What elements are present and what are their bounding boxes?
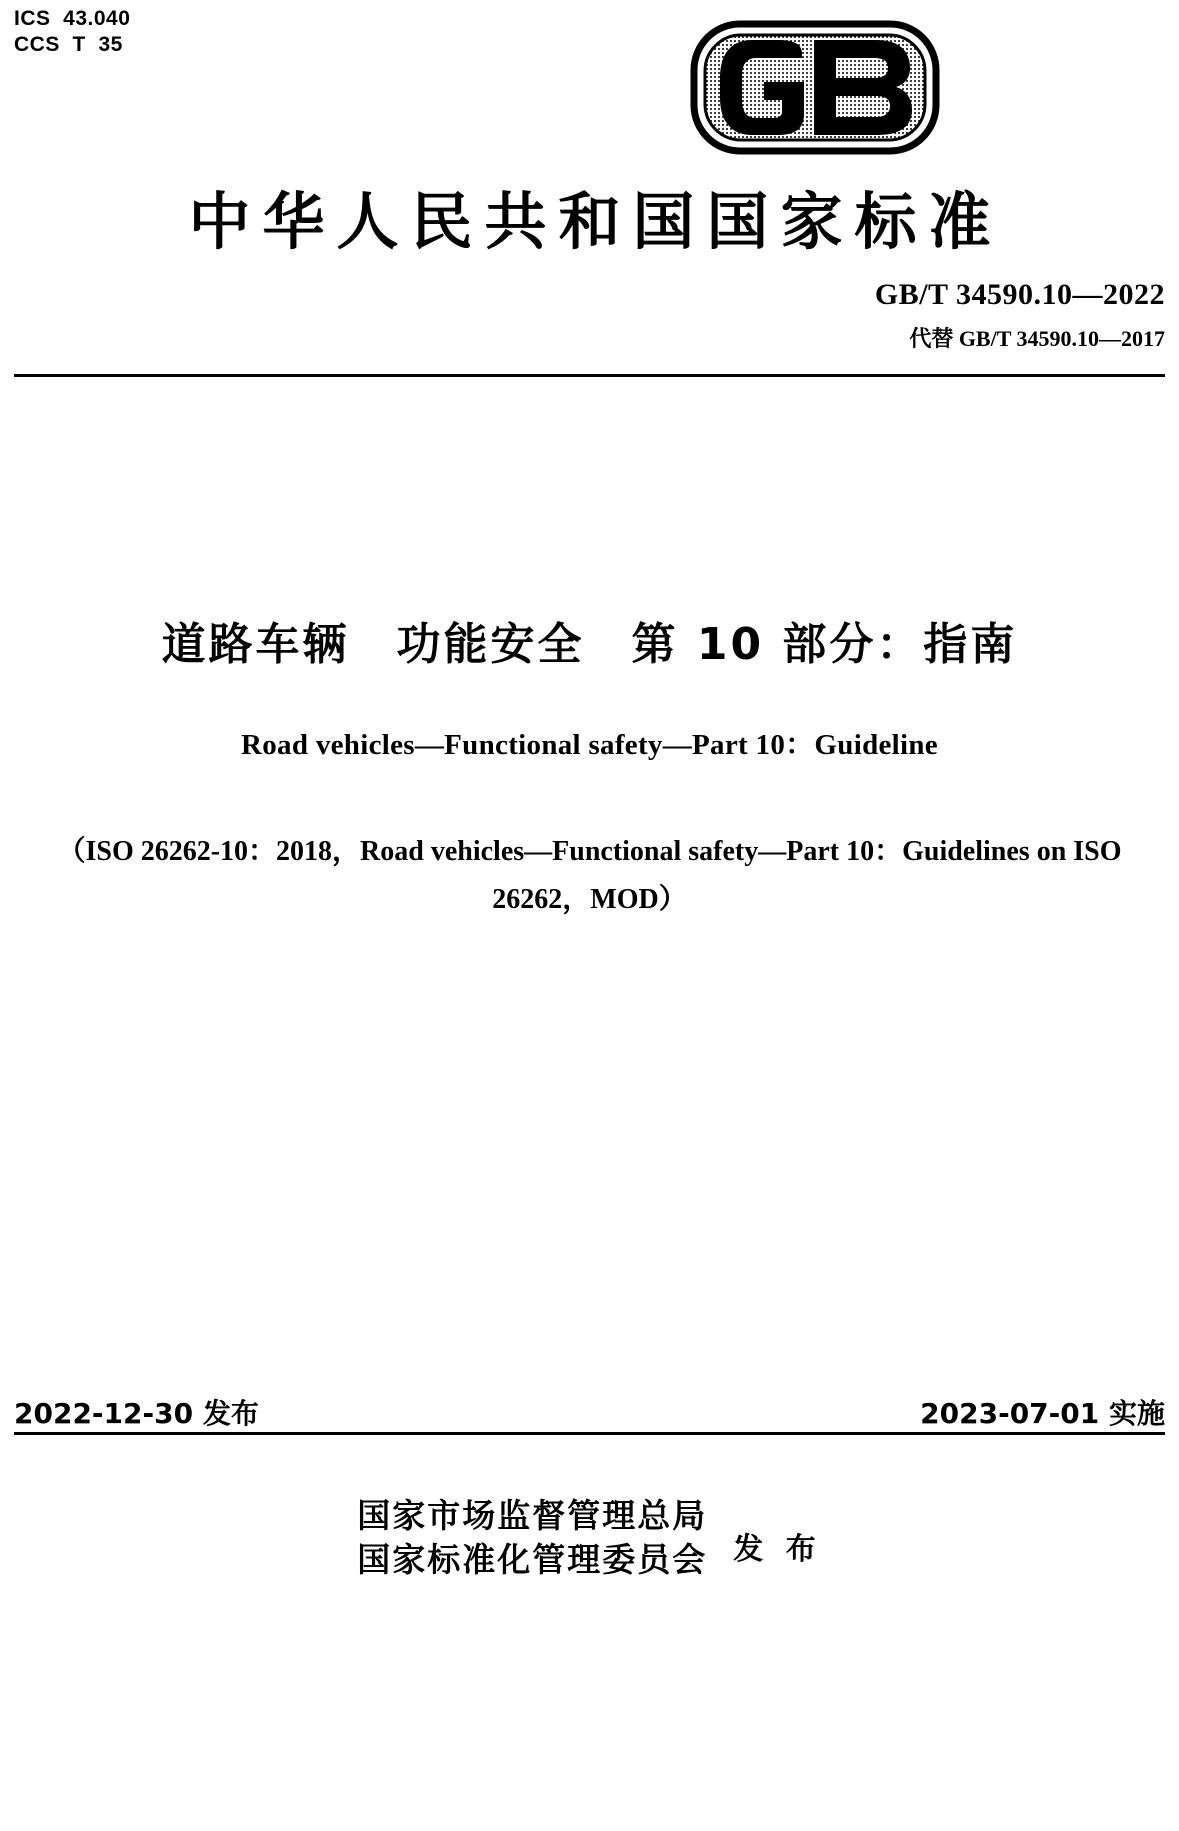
ccs-code: CCS T 35 — [14, 33, 123, 56]
document-title-iso-reference: （ISO 26262-10：2018，Road vehicles—Functional safety—Part 10：Guidelines on ISO 26262，MOD） — [57, 836, 1122, 915]
implementation-date: 2023-07-01 实施 — [920, 1397, 1165, 1430]
standard-number: GB/T 34590.10—2022 — [874, 278, 1165, 311]
standard-replaces: 代替 GB/T 34590.10—2017 — [909, 326, 1165, 351]
issuer-line-2: 国家标准化管理委员会 — [357, 1540, 708, 1579]
issuer-names — [357, 1494, 707, 1582]
issuer-block — [0, 1494, 1179, 1582]
gb-emblem-icon — [690, 20, 940, 155]
divider-bottom — [14, 1432, 1165, 1435]
document-title-english: Road vehicles—Functional safety—Part 10：Guideline — [241, 729, 938, 761]
issuer-line-1: 国家市场监督管理总局 — [357, 1496, 708, 1535]
divider-top — [14, 374, 1165, 377]
document-title-chinese: 道路车辆 功能安全 第 10 部分：指南 — [161, 619, 1018, 670]
ics-code: ICS 43.040 — [14, 7, 131, 30]
issuer-publish-label: 发 布 — [733, 1532, 822, 1567]
classification-codes — [14, 6, 130, 58]
issue-date: 2022-12-30 发布 — [14, 1397, 259, 1430]
page-title: 中华人民共和国国家标准 — [188, 185, 1003, 258]
